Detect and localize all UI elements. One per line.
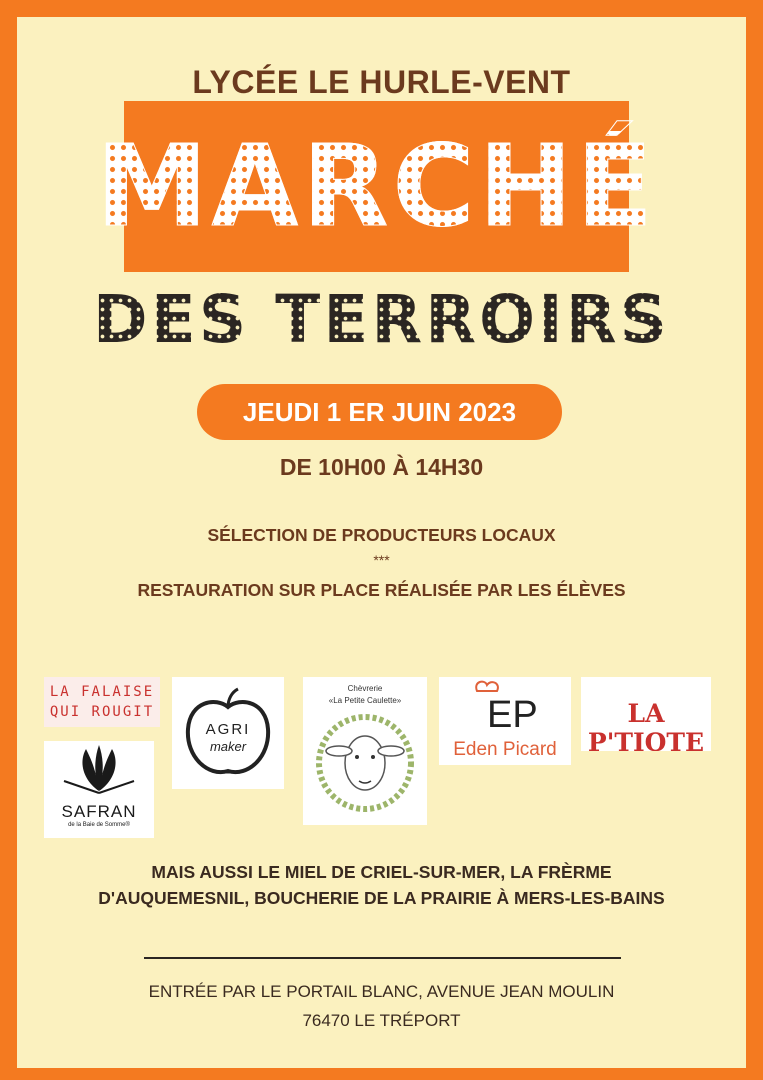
logo-chevrerie: [303, 677, 427, 825]
logo-ptiote-text: LA P'TIOTE: [587, 699, 705, 751]
svg-text:EP: EP: [487, 694, 538, 736]
logo-la-falaise: [44, 677, 160, 727]
logo-picard-text: Picard: [502, 739, 557, 760]
selection-line: SÉLECTION DE PRODUCTEURS LOCAUX: [207, 525, 556, 545]
also-line1: MAIS AUSSI LE MIEL DE CRIEL-SUR-MER, LA FRÈRME: [151, 862, 612, 882]
logo-agri-text: AGRI: [205, 721, 251, 738]
logo-falaise-line2: QUI ROUGIT: [49, 704, 155, 720]
restauration-line: RESTAURATION SUR PLACE RÉALISÉE PAR LES ÉLÈVES: [137, 580, 626, 600]
separator-stars: ***: [373, 552, 390, 568]
also-producers: [17, 859, 746, 911]
title-sub: DES TERROIRS: [17, 287, 746, 353]
logo-agri-maker: [172, 677, 284, 789]
entrance-address: [17, 977, 746, 1035]
chef-hat-icon: [439, 677, 571, 737]
school-name: LYCÉE LE HURLE-VENT: [192, 64, 571, 100]
title-main: MARCHÉ: [96, 121, 657, 252]
logo-chevrerie-line1: Chèvrerie: [347, 684, 383, 693]
date-badge: [197, 384, 562, 440]
date-text: JEUDI 1 ER JUIN 2023: [242, 396, 517, 427]
divider: [144, 957, 621, 959]
logo-eden-text: Eden: [453, 739, 498, 760]
logo-maker-text: maker: [209, 739, 247, 754]
logo-safran: [44, 741, 154, 838]
logo-safran-text: SAFRAN: [61, 802, 137, 821]
hours-text: DE 10H00 À 14H30: [279, 454, 484, 480]
logo-safran-sub: de la Baie de Somme®: [68, 822, 130, 828]
goat-wreath-icon: [303, 711, 427, 823]
also-line2: D'AUQUEMESNIL, BOUCHERIE DE LA PRAIRIE À MERS-LES-BAINS: [98, 888, 665, 908]
logo-la-ptiote: [581, 677, 711, 751]
logo-eden-picard: [439, 677, 571, 765]
title-banner: [96, 101, 657, 272]
entree-line1: ENTRÉE PAR LE PORTAIL BLANC, AVENUE JEAN MOULIN: [148, 982, 615, 1001]
logo-falaise-line1: LA FALAISE: [49, 684, 155, 700]
logo-chevrerie-line2: «La Petite Caulette»: [328, 696, 402, 705]
crocus-flower-icon: [44, 741, 154, 797]
entree-line2: 76470 LE TRÉPORT: [302, 1011, 461, 1030]
